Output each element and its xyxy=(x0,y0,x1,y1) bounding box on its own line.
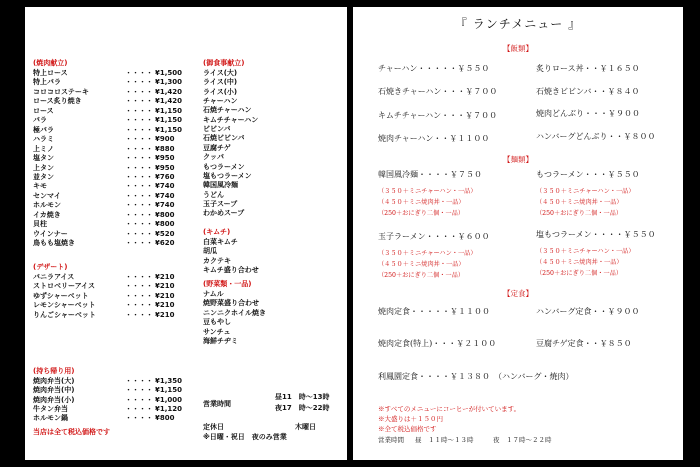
menu-item xyxy=(203,153,347,162)
menu-item xyxy=(536,131,656,142)
dot-leader: ・・・ xyxy=(583,170,608,179)
menu-item xyxy=(378,306,490,317)
menu-item-price: ¥1,120 xyxy=(155,404,183,413)
menu-item xyxy=(536,306,639,317)
menu-item-name: ニンニクホイル焼き xyxy=(203,308,266,317)
dot-leader: ・・・・・ xyxy=(125,377,160,385)
menu-item xyxy=(536,229,656,240)
section-title-dessert: (デザート) xyxy=(33,263,68,271)
menu-item xyxy=(33,182,185,191)
menu-item xyxy=(378,110,497,121)
dot-leader: ・・・・・ xyxy=(125,239,160,248)
menu-item xyxy=(203,318,347,327)
menu-item xyxy=(536,338,632,349)
menu-item-price: ¥800 xyxy=(155,210,175,219)
menu-item-name: 焼野菜盛り合わせ xyxy=(203,299,259,308)
combo-option: （３５０＋ミニチャーハン・一品） xyxy=(536,248,635,255)
dot-leader: ・・・・・ xyxy=(125,78,160,87)
menu-item xyxy=(203,238,347,247)
dot-leader: ・・・ xyxy=(441,87,466,96)
menu-item-name: ビビンバ xyxy=(203,125,231,134)
menu-item-price: ￥８５０ xyxy=(599,339,632,348)
menu-item-price: ¥1,150 xyxy=(155,106,183,115)
menu-item-price: ￥７００ xyxy=(465,87,498,96)
holiday-value: 木曜日 xyxy=(295,423,316,431)
hours-lunch: 昼 １１時〜１３時 xyxy=(415,436,474,444)
menu-item-name: 韓国風冷麺 xyxy=(378,170,418,179)
menu-item-price: ¥950 xyxy=(155,154,175,163)
dot-leader: ・・・・・ xyxy=(125,414,160,423)
menu-item-price: ¥740 xyxy=(155,191,175,200)
menu-item xyxy=(203,125,347,134)
menu-item xyxy=(203,134,347,143)
section-title-han: 【飯類】 xyxy=(503,44,533,53)
special-note: （ハンバーグ・焼肉） xyxy=(494,372,574,381)
combo-option: （250＋おにぎり二個・一品） xyxy=(378,272,465,279)
dot-leader: ・・・・・ xyxy=(125,386,160,395)
menu-item-price: ¥210 xyxy=(155,310,175,319)
menu-item-price: ¥210 xyxy=(155,282,175,291)
menu-item-name: 石焼チャーハン xyxy=(203,106,252,115)
menu-item xyxy=(33,145,185,154)
menu-item-price: ￥８４０ xyxy=(607,87,640,96)
menu-item xyxy=(33,211,185,220)
menu-item xyxy=(203,247,347,256)
dot-leader: ・・・・・ xyxy=(125,154,160,163)
menu-item-name: 炙りロース丼 xyxy=(536,64,584,73)
menu-item xyxy=(203,290,347,299)
dot-leader: ・・・・・ xyxy=(125,210,160,219)
menu-item-name: 石焼ビビンバ xyxy=(203,134,245,143)
menu-item-name: 玉子ラーメン xyxy=(378,232,426,241)
section-title-teishoku: 【定食】 xyxy=(503,289,533,298)
menu-item-price: ¥1,500 xyxy=(155,69,183,77)
menu-item-name: 玉子スープ xyxy=(203,199,238,208)
dot-leader: ・・・・・ xyxy=(125,191,160,200)
section-title-yasai: (野菜類・一品) xyxy=(203,280,252,288)
menu-item-price: ￥１６５０ xyxy=(599,64,640,73)
menu-item xyxy=(33,292,185,301)
menu-item-name: 貝柱 xyxy=(33,220,47,229)
combo-option: （４５０＋ミニ焼肉丼・一品） xyxy=(536,259,623,266)
dot-leader: ・・・・・ xyxy=(125,201,160,210)
dot-leader: ・・・・・ xyxy=(125,125,160,134)
menu-item-name: ストロベリーアイス xyxy=(33,282,95,291)
hours-label: 営業時間 xyxy=(203,400,231,408)
dot-leader: ・・・・・ xyxy=(125,172,160,181)
menu-item xyxy=(203,328,347,337)
menu-item xyxy=(33,126,185,135)
menu-item-name: カクテキ xyxy=(203,256,231,265)
dot-leader: ・・・ xyxy=(584,109,608,118)
dot-leader: ・・・・・ xyxy=(125,116,160,125)
menu-item xyxy=(33,396,185,405)
menu-item xyxy=(536,169,640,180)
menu-item-name: レモンシャーベット xyxy=(33,301,96,310)
menu-item-price: ￥７００ xyxy=(465,111,498,120)
menu-item xyxy=(203,209,347,218)
left-menu-page xyxy=(25,7,347,460)
menu-item-price: ￥５５０ xyxy=(623,230,656,239)
menu-item-name: ロース炙り焼き xyxy=(33,97,82,106)
dot-leader: ・・・・・ xyxy=(125,182,160,191)
menu-item xyxy=(33,154,185,163)
menu-item-price: ¥210 xyxy=(155,273,175,281)
menu-item xyxy=(536,108,640,119)
dot-leader: ・・・・・ xyxy=(125,301,160,310)
menu-item-name: 極バラ xyxy=(33,125,54,134)
menu-item-name: ナムル xyxy=(203,290,224,298)
menu-item-name: 豆腐チゲ xyxy=(203,143,231,152)
dot-leader: ・・・・・ xyxy=(125,163,160,172)
menu-item-name: 上タン xyxy=(33,163,54,172)
menu-item-name: チャーハン xyxy=(378,64,418,73)
menu-item-name: ホルモン鍋 xyxy=(33,414,68,423)
section-title-kimchi: (キムチ) xyxy=(203,228,231,236)
menu-item-name: ハンバーグどんぶり xyxy=(536,132,608,141)
menu-item-name: ライス(中) xyxy=(203,78,238,87)
menu-item-name: 塩もつラーメン xyxy=(203,171,252,180)
menu-item-price: ￥１１００ xyxy=(449,134,490,143)
menu-item-price: ￥５５０ xyxy=(457,64,490,73)
menu-item xyxy=(203,191,347,200)
menu-item-name: 白菜キムチ xyxy=(203,238,238,246)
special-set-meal xyxy=(378,371,573,382)
menu-item xyxy=(203,163,347,172)
menu-item-price: ¥740 xyxy=(155,182,175,191)
menu-item-name: 焼肉定食 xyxy=(378,307,410,316)
dot-leader: ・・・・ xyxy=(425,232,458,241)
menu-item xyxy=(33,164,185,173)
menu-item-name: サンチュ xyxy=(203,327,231,336)
menu-item-name: 焼肉どんぶり xyxy=(536,109,584,118)
menu-item-price: ¥1,350 xyxy=(155,377,183,385)
menu-item-price: ￥９００ xyxy=(608,109,640,118)
menu-item xyxy=(33,239,185,248)
menu-item-name: 韓国風冷麺 xyxy=(203,181,238,190)
combo-option: （４５０＋ミニ焼肉丼・一品） xyxy=(536,199,623,206)
menu-item xyxy=(33,78,185,87)
menu-item xyxy=(203,309,347,318)
menu-item-name: 焼肉定食(特上) xyxy=(378,339,433,348)
combo-option: （250＋おにぎり二個・一品） xyxy=(378,210,465,217)
menu-item-price: ¥520 xyxy=(155,229,175,238)
menu-item-price: ¥1,420 xyxy=(155,87,183,96)
dot-leader: ・・・・・ xyxy=(125,220,160,229)
menu-item-price: ￥１１００ xyxy=(450,307,490,316)
menu-item-price: ￥９００ xyxy=(607,307,640,316)
menu-item xyxy=(378,338,496,349)
menu-item-name: 焼肉弁当(小) xyxy=(33,395,75,404)
menu-item-price: ¥1,000 xyxy=(155,395,183,404)
dot-leader: ・・ xyxy=(583,339,600,348)
menu-item-price: ¥620 xyxy=(155,239,175,248)
menu-item-price: ￥２１００ xyxy=(456,339,497,348)
menu-item-price: ¥760 xyxy=(155,172,175,181)
menu-item-price: ¥880 xyxy=(155,144,175,153)
dot-leader: ・・・・・ xyxy=(125,229,160,238)
menu-item-name: バラ xyxy=(33,116,47,125)
menu-item xyxy=(33,220,185,229)
menu-item-name: 上ミノ xyxy=(33,144,54,153)
menu-item xyxy=(33,273,185,282)
dot-leader: ・・・・・ xyxy=(125,97,160,106)
menu-item-name: 胡瓜 xyxy=(203,247,217,256)
dot-leader: ・・・・・ xyxy=(125,273,160,281)
menu-item-name: 利鳳園定食 xyxy=(378,372,418,381)
menu-item xyxy=(378,169,482,180)
menu-item-price: ¥1,150 xyxy=(155,116,183,125)
combo-option: （250＋おにぎり二個・一品） xyxy=(536,210,623,217)
menu-item-name: キムチチャーハン xyxy=(378,111,442,120)
menu-item-price: ¥1,420 xyxy=(155,97,183,106)
dot-leader: ・・ xyxy=(433,134,450,143)
hours-lunch: 昼11 時〜13時 xyxy=(275,393,330,401)
dot-leader: ・・・・・ xyxy=(125,282,160,291)
menu-item xyxy=(536,63,640,74)
menu-item-name: 塩タン xyxy=(33,154,54,163)
menu-item-name: チャーハン xyxy=(203,97,238,106)
dot-leader: ・・・・・ xyxy=(125,87,160,96)
footer-note: ※全て税込価格です xyxy=(378,425,437,433)
menu-item xyxy=(203,200,347,209)
menu-item-name: ホルモン xyxy=(33,201,61,210)
menu-item xyxy=(33,386,185,395)
dot-leader: ・・ xyxy=(591,87,608,96)
menu-item-name: ゆずシャーベット xyxy=(33,291,89,300)
menu-item xyxy=(33,311,185,320)
holiday-label: 定休日 xyxy=(203,423,224,431)
menu-item-name: 豆腐チゲ定食 xyxy=(536,339,584,348)
section-title-yakiniku: (焼肉献立) xyxy=(33,59,68,67)
menu-item xyxy=(203,69,347,78)
dot-leader: ・・ xyxy=(607,132,624,141)
menu-item xyxy=(33,377,185,386)
dot-leader: ・・・・・ xyxy=(125,310,160,319)
menu-item-name: 焼肉弁当(中) xyxy=(33,386,75,395)
menu-item-name: 塩もつラーメン xyxy=(536,230,592,239)
menu-item-price: ¥210 xyxy=(155,301,175,310)
menu-item-name: バニラアイス xyxy=(33,273,75,281)
menu-item-name: 石焼きチャーハン xyxy=(378,87,442,96)
menu-item xyxy=(33,107,185,116)
menu-item xyxy=(33,192,185,201)
dot-leader: ・・ xyxy=(583,64,600,73)
menu-item xyxy=(378,231,490,242)
menu-item-name: キモ xyxy=(33,182,47,191)
dot-leader: ・・・・・ xyxy=(125,144,160,153)
section-title-gohan: (御食事献立) xyxy=(203,59,245,67)
menu-item-price: ￥６００ xyxy=(457,232,490,241)
menu-item-name: ハンバーグ定食 xyxy=(536,307,592,316)
hours-dinner: 夜 １７時〜２２時 xyxy=(493,436,552,444)
lunch-menu-title: 『 ランチメニュー 』 xyxy=(454,17,582,31)
menu-item xyxy=(203,299,347,308)
hours-dinner: 夜17 時〜22時 xyxy=(275,404,330,412)
menu-item-price: ¥900 xyxy=(155,135,175,144)
menu-item-name: クッパ xyxy=(203,153,224,162)
combo-option: （250＋おにぎり二個・一品） xyxy=(536,270,623,277)
dot-leader: ・・・・・ xyxy=(125,291,160,300)
menu-item-price: ¥800 xyxy=(155,414,175,423)
menu-item-name: 並タン xyxy=(33,172,54,181)
menu-item-name: 特上ロース xyxy=(33,69,68,77)
menu-item xyxy=(33,414,185,423)
holiday-note: ※日曜・祝日 夜のみ営業 xyxy=(203,433,287,441)
tax-note: 当店は全て税込価格です xyxy=(33,428,110,436)
menu-item-price: ￥８００ xyxy=(623,132,656,141)
dot-leader: ・・・・・ xyxy=(125,404,160,413)
menu-item xyxy=(33,173,185,182)
dot-leader: ・・・・・ xyxy=(125,135,160,144)
menu-item xyxy=(378,86,497,97)
dot-leader: ・・・ xyxy=(432,339,457,348)
menu-item xyxy=(33,69,185,78)
menu-item xyxy=(203,257,347,266)
menu-item xyxy=(33,230,185,239)
menu-item-name: 牛タン弁当 xyxy=(33,404,68,413)
dot-leader: ・・・・・ xyxy=(125,395,160,404)
menu-item-name: ウインナー xyxy=(33,229,68,238)
menu-item-name: センマイ xyxy=(33,191,61,200)
menu-item-name: うどん xyxy=(203,190,224,199)
menu-item xyxy=(33,97,185,106)
menu-item-name: 焼肉弁当(大) xyxy=(33,377,75,385)
menu-item xyxy=(203,172,347,181)
menu-item-name: ライス(大) xyxy=(203,69,238,77)
dot-leader: ・・・・・ xyxy=(417,64,458,73)
menu-item-name: ライス(小) xyxy=(203,87,238,96)
dot-leader: ・・・・・ xyxy=(125,106,160,115)
menu-item xyxy=(203,97,347,106)
combo-option: （４５０＋ミニ焼肉丼・一品） xyxy=(378,199,465,206)
menu-item-name: 鳥もも塩焼き xyxy=(33,239,75,248)
menu-item xyxy=(33,116,185,125)
menu-item-name: ロース xyxy=(33,106,54,115)
menu-item-name: キムチ盛り合わせ xyxy=(203,265,259,274)
footer-note: ※大盛りは＋１５０円 xyxy=(378,415,443,423)
menu-item xyxy=(203,106,347,115)
footer-note: ※すべてのメニューにコーヒーが付いています。 xyxy=(378,405,521,413)
menu-item xyxy=(378,63,489,74)
combo-option: （３５０＋ミニチャーハン・一品） xyxy=(378,188,477,195)
menu-item-price: ￥７５０ xyxy=(450,170,482,179)
menu-item xyxy=(203,116,347,125)
menu-item-name: りんごシャーベット xyxy=(33,310,96,319)
menu-item-name: ハラミ xyxy=(33,135,54,144)
section-title-men: 【麺類】 xyxy=(503,155,533,164)
dot-leader: ・・・・ xyxy=(418,372,450,381)
menu-item xyxy=(33,135,185,144)
menu-item-name: 海鮮チヂミ xyxy=(203,337,238,345)
combo-option: （４５０＋ミニ焼肉丼・一品） xyxy=(378,261,465,268)
menu-item xyxy=(378,133,489,144)
menu-item xyxy=(536,86,639,97)
menu-item-price: ￥５５０ xyxy=(607,170,640,179)
menu-item xyxy=(203,144,347,153)
menu-item-name: コロコロステーキ xyxy=(33,87,89,96)
menu-item xyxy=(33,282,185,291)
menu-item-price: ¥1,150 xyxy=(155,386,183,395)
menu-item-name: イカ焼き xyxy=(33,210,61,219)
menu-item xyxy=(203,78,347,87)
menu-item-price: ¥800 xyxy=(155,220,175,229)
dot-leader: ・・・・ xyxy=(591,230,624,239)
combo-option: （３５０＋ミニチャーハン・一品） xyxy=(536,188,635,195)
menu-item xyxy=(203,337,347,346)
menu-item-name: もつラーメン xyxy=(203,162,245,171)
menu-item xyxy=(33,405,185,414)
menu-item-name: 豆もやし xyxy=(203,318,231,327)
menu-item-name: もつラーメン xyxy=(536,170,584,179)
menu-item-price: ¥740 xyxy=(155,201,175,210)
dot-leader: ・・・・・ xyxy=(125,69,160,77)
menu-item-name: 石焼きビビンバ xyxy=(536,87,592,96)
menu-item-price: ¥1,300 xyxy=(155,78,183,87)
menu-item-price: ¥210 xyxy=(155,291,175,300)
section-title-takeout: (持ち帰り用) xyxy=(33,367,75,375)
menu-item-name: キムチチャーハン xyxy=(203,115,259,124)
menu-item-name: 特上バラ xyxy=(33,78,61,87)
hours-label: 営業時間 xyxy=(378,436,404,444)
lunch-menu-page xyxy=(353,7,683,460)
dot-leader: ・・・・・ xyxy=(410,307,450,316)
menu-item xyxy=(33,88,185,97)
menu-item-name: 焼肉チャーハン xyxy=(378,134,434,143)
menu-item xyxy=(33,201,185,210)
combo-option: （３５０＋ミニチャーハン・一品） xyxy=(378,250,477,257)
menu-item xyxy=(203,88,347,97)
menu-item-price: ¥1,150 xyxy=(155,125,183,134)
menu-item-price: ¥950 xyxy=(155,163,175,172)
dot-leader: ・・・・ xyxy=(418,170,450,179)
menu-item xyxy=(203,181,347,190)
dot-leader: ・・・ xyxy=(441,111,466,120)
menu-item-name: わかめスープ xyxy=(203,209,245,218)
dot-leader: ・・ xyxy=(591,307,608,316)
menu-item-price: ￥１３８０ xyxy=(450,372,490,381)
menu-item xyxy=(203,266,347,275)
menu-item xyxy=(33,301,185,310)
